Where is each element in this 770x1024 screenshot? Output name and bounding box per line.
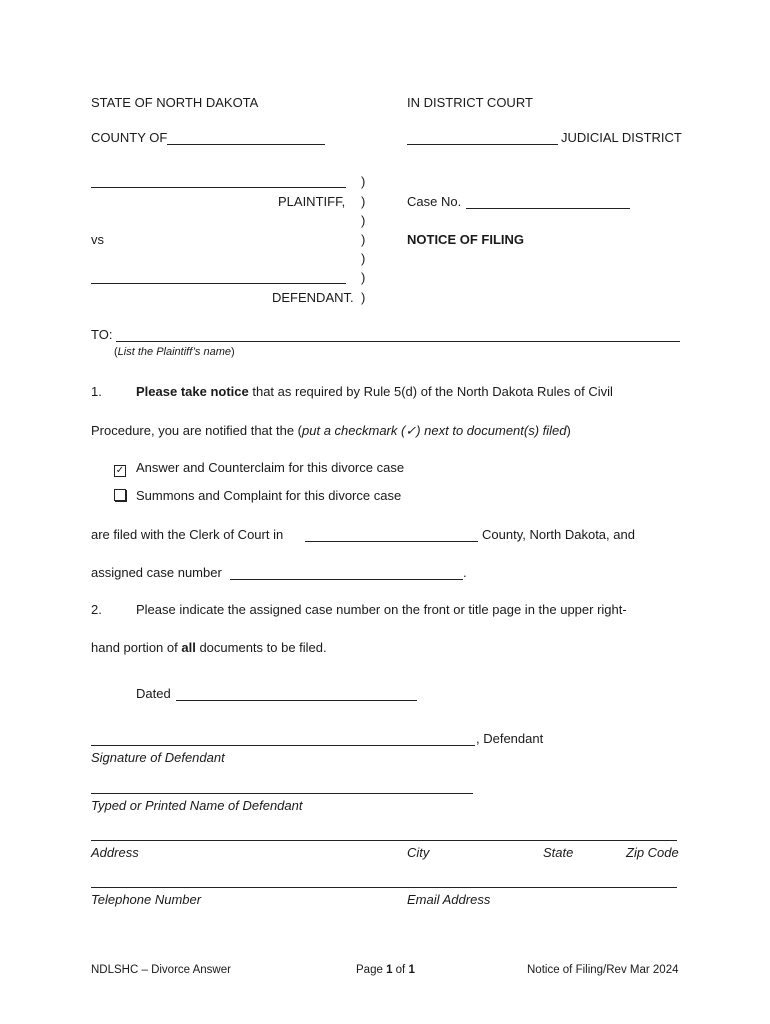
checkbox-empty-icon[interactable] [114, 489, 126, 501]
dated-field[interactable] [176, 700, 417, 701]
para1-number: 1. [91, 384, 102, 399]
para2-number: 2. [91, 602, 102, 617]
judicial-district-field[interactable] [407, 144, 558, 145]
footer-right: Notice of Filing/Rev Mar 2024 [527, 964, 679, 976]
address-label: Address [91, 845, 139, 860]
document-title: NOTICE OF FILING [407, 232, 524, 247]
caption-paren: ) [361, 194, 366, 209]
caption-paren: ) [361, 270, 366, 285]
assigned-case-label: assigned case number [91, 565, 222, 580]
footer-left: NDLSHC – Divorce Answer [91, 964, 231, 976]
assigned-case-number-field[interactable] [230, 579, 463, 580]
to-label: TO: [91, 327, 113, 342]
filing-county-field[interactable] [305, 541, 478, 542]
defendant-suffix: , Defendant [476, 731, 544, 746]
state-label: State [543, 845, 574, 860]
assigned-period: . [463, 565, 467, 580]
para2-line2: hand portion of all documents to be filed. [91, 640, 327, 655]
plaintiff-name-field[interactable] [91, 187, 346, 188]
filed-prefix: are filed with the Clerk of Court in [91, 527, 284, 542]
signature-field[interactable] [91, 745, 475, 746]
state-name: STATE OF NORTH DAKOTA [91, 95, 259, 110]
caption-paren: ) [361, 174, 366, 189]
court-name: IN DISTRICT COURT [407, 95, 533, 110]
city-label: City [407, 845, 430, 860]
vs-label: vs [91, 232, 104, 247]
checkbox-checked-icon[interactable]: ✓ [115, 465, 125, 476]
printed-name-label: Typed or Printed Name of Defendant [91, 798, 303, 813]
phone-label: Telephone Number [91, 892, 202, 907]
email-label: Email Address [407, 892, 491, 907]
plaintiff-label: PLAINTIFF, [278, 194, 346, 209]
county-label: COUNTY OF [91, 130, 168, 145]
defendant-name-field[interactable] [91, 283, 346, 284]
case-no-field[interactable] [466, 208, 630, 209]
para1-line1: Please take notice that as required by Rule 5(d) of the North Dakota Rules of Civil [136, 384, 613, 399]
judicial-district-label: JUDICIAL DISTRICT [561, 130, 682, 145]
filed-suffix: County, North Dakota, and [482, 527, 635, 542]
plaintiff-to-field[interactable] [116, 341, 680, 342]
printed-name-field[interactable] [91, 793, 473, 794]
para1-line2: Procedure, you are notified that the (put a checkmark (✓) next to document(s) filed) [91, 423, 571, 438]
zip-label: Zip Code [626, 845, 679, 860]
county-field[interactable] [167, 144, 325, 145]
caption-paren: ) [361, 232, 366, 247]
caption-paren: ) [361, 290, 366, 305]
caption-paren: ) [361, 251, 366, 266]
para2-line1: Please indicate the assigned case number on the front or title page in the upper right- [136, 602, 627, 617]
caption-paren: ) [361, 213, 366, 228]
checklist-item-answer[interactable]: ✓ Answer and Counterclaim for this divorce case [115, 460, 405, 476]
phone-email-field[interactable] [91, 887, 677, 888]
defendant-label: DEFENDANT. [272, 290, 354, 305]
address-field[interactable] [91, 840, 677, 841]
case-no-label: Case No. [407, 194, 462, 209]
page-number: Page 1 of 1 [356, 964, 415, 976]
signature-label: Signature of Defendant [91, 750, 225, 765]
dated-label: Dated [136, 686, 171, 701]
to-hint: (List the Plaintiff’s name) [114, 346, 235, 358]
checklist-item-summons[interactable]: Summons and Complaint for this divorce case [114, 488, 401, 504]
